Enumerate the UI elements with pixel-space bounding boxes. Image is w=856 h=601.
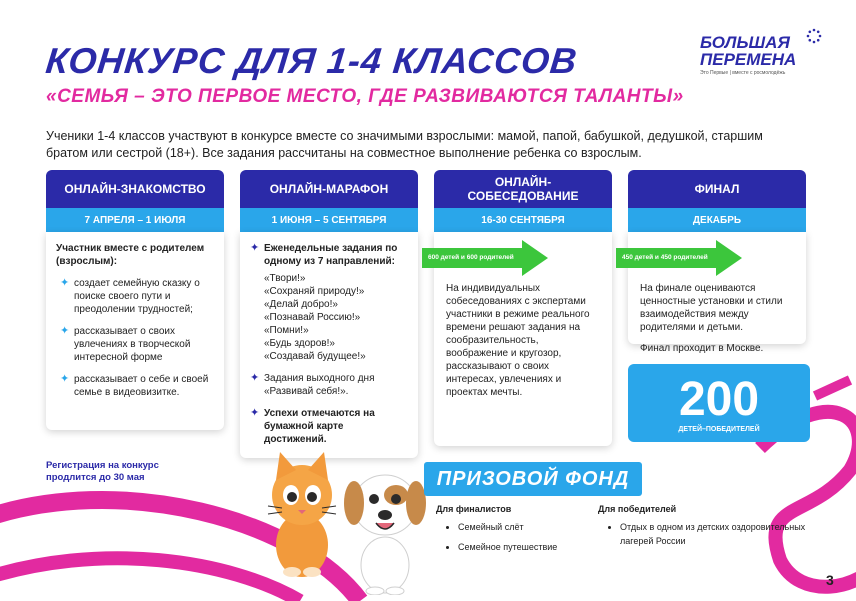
list-item-text: рассказывает о своих увлечениях в творческой интересной форме [74,326,191,363]
arrow-label: 600 детей и 600 родителей [428,254,514,261]
stage-dates: ДЕКАБРЬ [628,208,806,232]
sparkle-bullet-icon: ✦ [60,373,70,385]
stage-dates: 7 АПРЕЛЯ – 1 ИЮЛЯ [46,208,224,232]
direction-item: «Твори!» [264,273,306,284]
prize-heading: Для финалистов [436,504,512,514]
winners-count: 200 [678,373,760,426]
sparkle-bullet-icon: ✦ [60,325,70,337]
list-item: • Семейное путешествие [458,540,596,554]
direction-item: «Познавай Россию!» [264,312,361,323]
stage-text: На финале оцениваются ценностные установки и стили взаимодействия между родителями и детьми. [640,283,783,333]
sparkle-bullet-icon: ✦ [250,407,260,419]
list-item: • Отдых в одном из детских оздоровительных лагерей России [620,520,808,548]
intro-text: Ученики 1-4 классов участвуют в конкурсе вместе со значимыми взрослыми: мамой, папой, бабушкой, дедушкой, старшим братом или сестрой (18+). Все задания рассчитаны на совместное выполнение ребенка со взрослым. [46,129,763,160]
logo-line2: ПЕРЕМЕНА [700,50,797,69]
winners-counter [628,364,810,442]
list-item-text: создает семейную сказку о поиске своего пути и преодолении трудностей; [74,278,200,315]
stage-lead: Участник вместе с родителем (взрослым): [56,243,205,267]
cat-illustration [262,440,342,580]
logo-tagline: Это Первые | вместе с росмолодёжь [700,70,786,76]
prize-heading: Для победителей [598,504,677,514]
directions-list [246,272,408,363]
logo [700,34,820,76]
logo-line1: БОЛЬШАЯ [700,33,790,52]
direction-item: «Создавай будущее!» [264,351,366,362]
page-title: КОНКУРС ДЛЯ 1-4 КЛАССОВ [43,40,580,81]
stage-text: Финал проходит в Москве. [640,343,764,354]
list-item [56,325,214,364]
list-item [56,277,214,316]
sparkle-bullet-icon: ✦ [60,277,70,289]
stage-dates: 1 ИЮНЯ – 5 СЕНТЯБРЯ [240,208,418,232]
list-item-text: рассказывает о себе и своей семье в видеовизитке. [74,374,209,398]
list-item-text: Задания выходного дня «Развивай себя!». [264,373,375,397]
direction-item: «Помни!» [264,325,309,336]
list-item [246,242,408,268]
prize-list [436,520,596,554]
logo-dots-icon [806,28,822,44]
prize-winners [598,502,808,554]
direction-item: «Сохраняй природу!» [264,286,365,297]
prize-fund-title: ПРИЗОВОЙ ФОНД [424,462,642,496]
prize-list [598,520,808,548]
stage-online-acquaintance [46,170,224,430]
sparkle-bullet-icon: ✦ [250,242,260,254]
stage-online-interview [434,170,612,446]
registration-note: Регистрация на конкурс продлится до 30 мая [46,460,159,483]
stage-title: ОНЛАЙН-СОБЕСЕДОВАНИЕ [434,170,612,208]
list-item [56,373,214,399]
page-subtitle: «СЕМЬЯ – ЭТО ПЕРВОЕ МЕСТО, ГДЕ РАЗВИВАЮТСЯ ТАЛАНТЫ» [46,86,684,107]
stage-text: На индивидуальных собеседованиях с экспертами участники в режиме реального времени решают задания на сообразительность, воображение и кругозор, рассказывают о своих интересах, увлечениях и проектах мечты. [446,283,590,398]
list-item: • Семейный слёт [458,520,596,534]
list-item [246,372,408,398]
stage-body [240,232,418,458]
stage-body [46,232,224,430]
stage-title: ФИНАЛ [628,170,806,208]
list-item-text: Успехи отмечаются на бумажной карте достижений. [264,408,375,445]
prize-finalists [436,502,596,560]
stage-title: ОНЛАЙН-ЗНАКОМСТВО [46,170,224,208]
direction-item: «Делай добро!» [264,299,338,310]
stage-online-marathon [240,170,418,458]
arrow-label: 450 детей и 450 родителей [622,254,708,261]
stage-dates: 16-30 СЕНТЯБРЯ [434,208,612,232]
dog-illustration [340,455,430,595]
page-number: 3 [826,572,834,588]
sparkle-bullet-icon: ✦ [250,372,260,384]
stage-title: ОНЛАЙН-МАРАФОН [240,170,418,208]
direction-item: «Будь здоров!» [264,338,335,349]
winners-label: ДЕТЕЙ–ПОБЕДИТЕЛЕЙ [678,426,760,433]
list-item-text: Еженедельные задания по одному из 7 направлений: [264,243,398,267]
